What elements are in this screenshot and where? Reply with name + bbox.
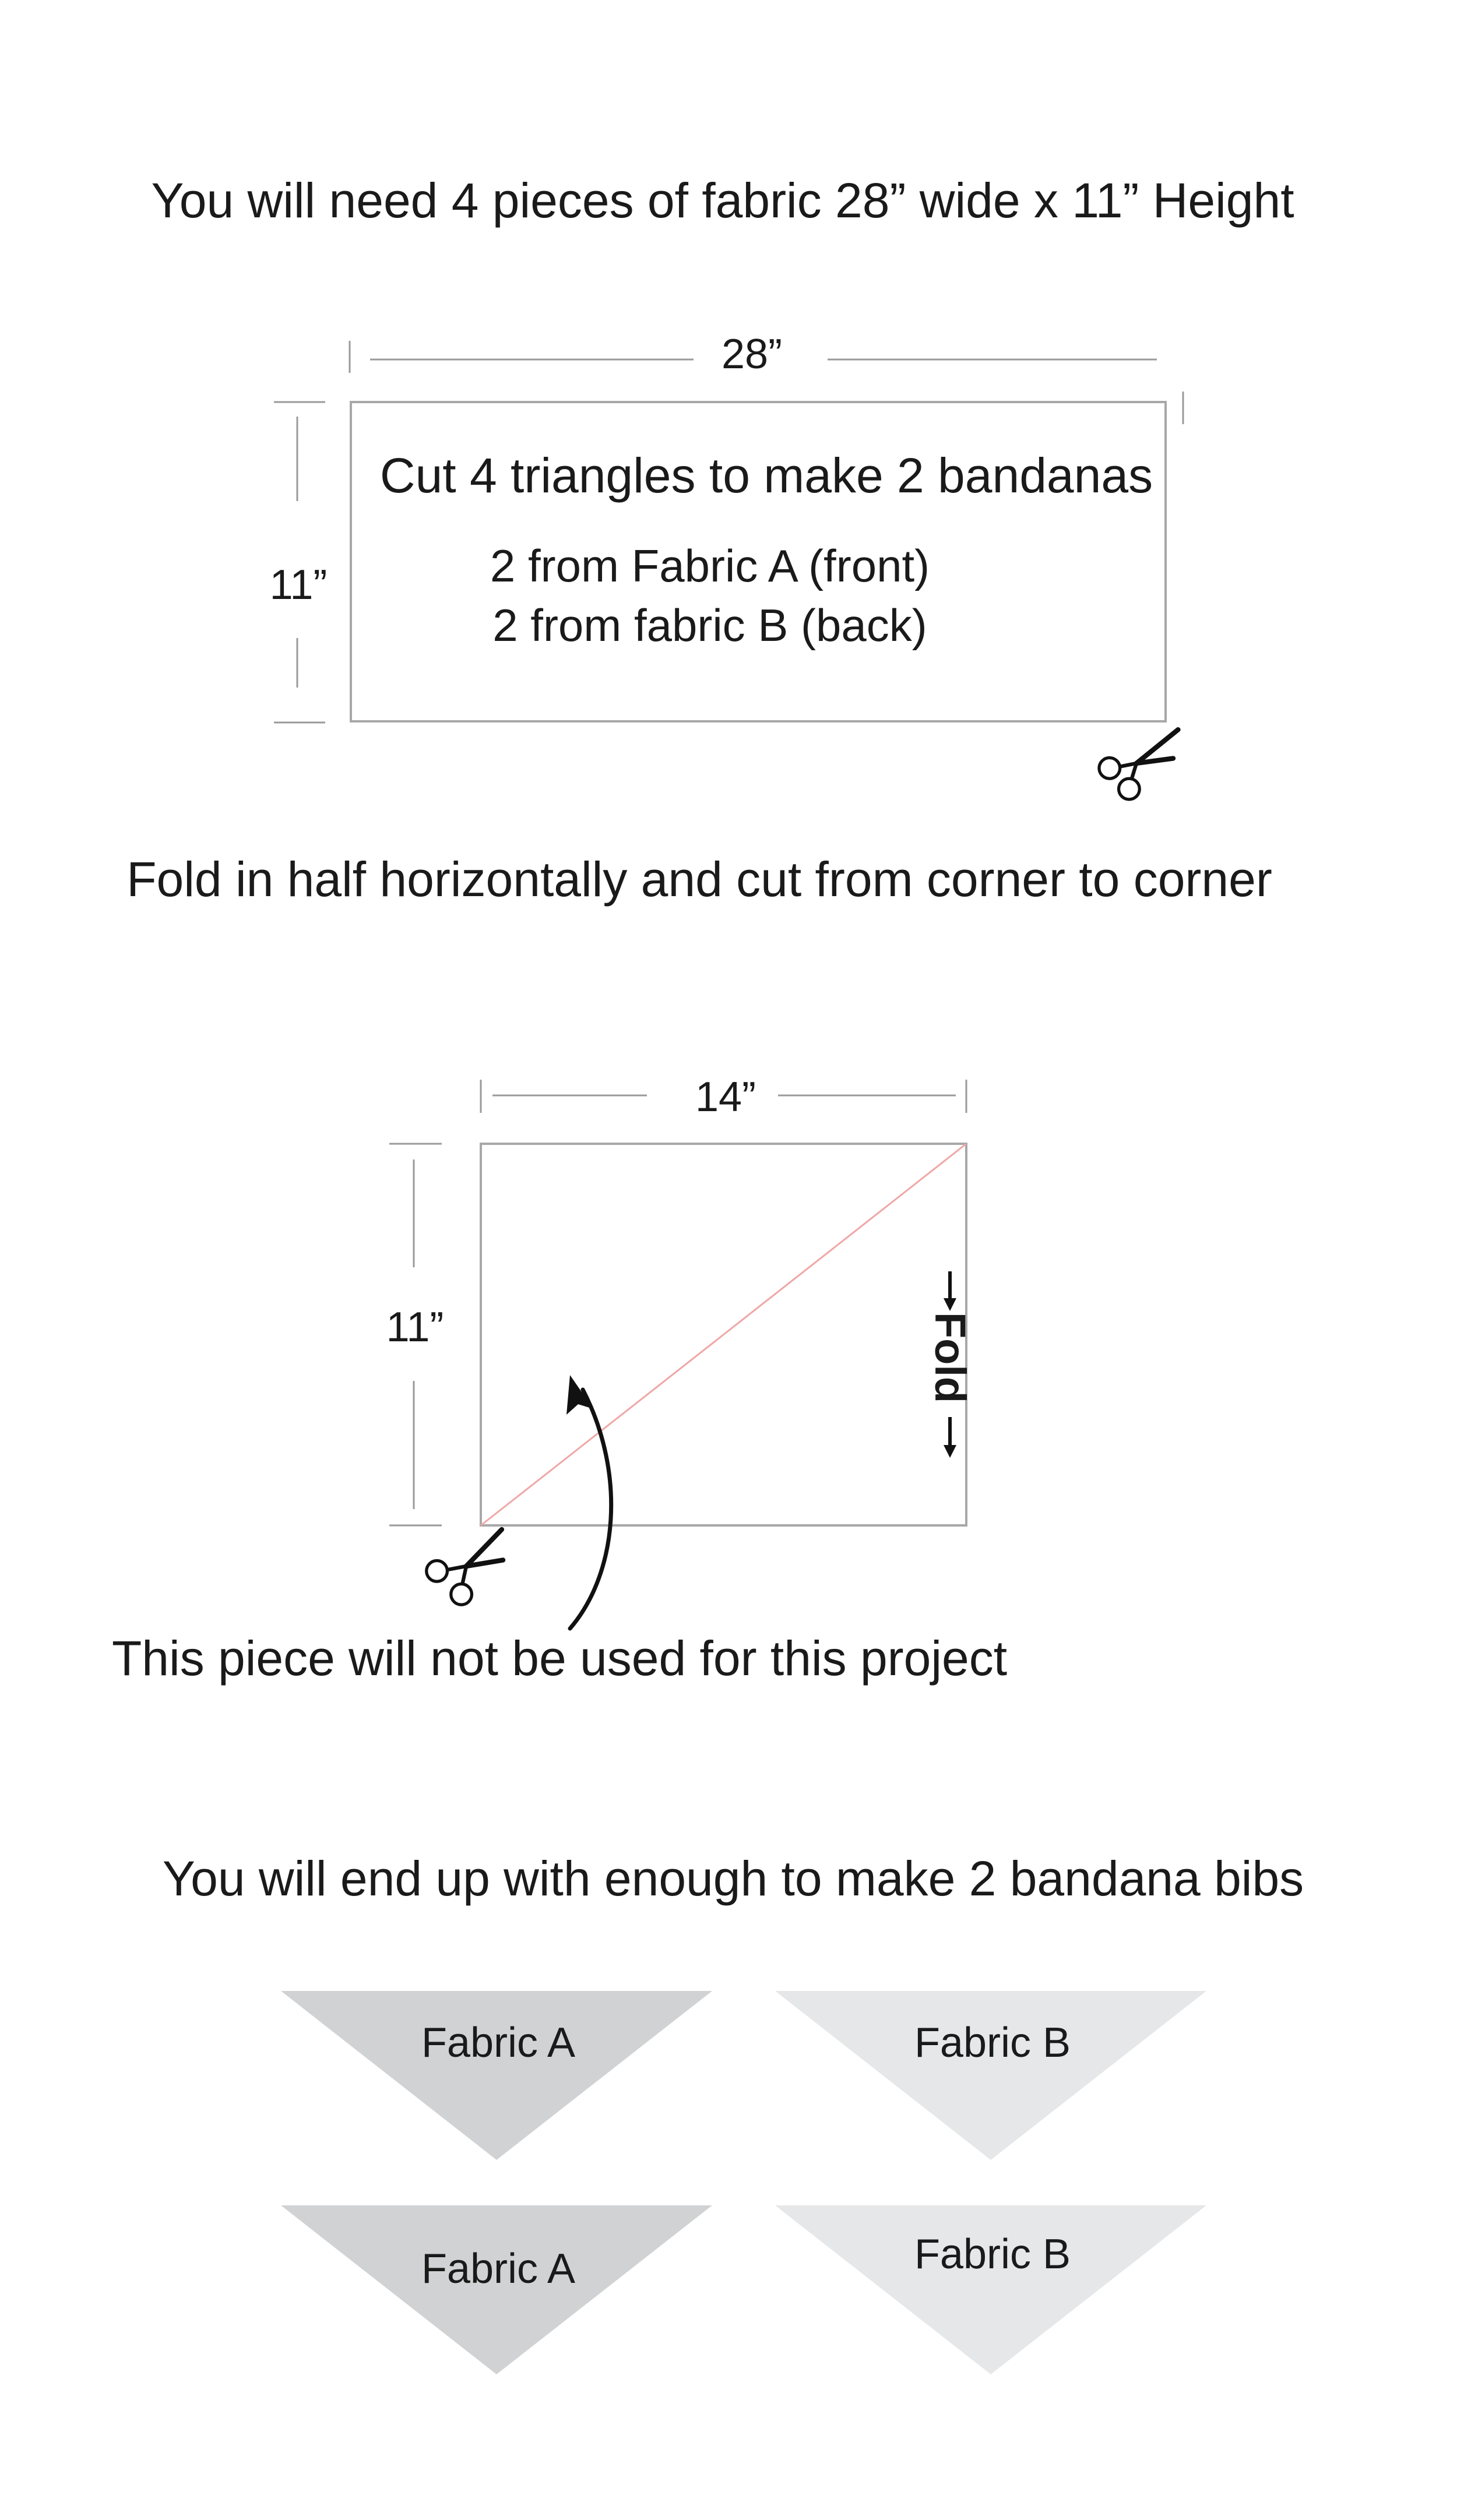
fold-arrow-icon (944, 1417, 956, 1458)
section1-heading: You will need 4 pieces of fabric 28” wide x 11” Height (151, 173, 1294, 228)
fabric-a-triangle (281, 1991, 712, 2160)
fabric-b-line: 2 from fabric B (back) (492, 600, 927, 651)
height-label-11: 11” (269, 562, 328, 608)
width-label-14: 14” (695, 1074, 756, 1120)
fold-arrow-icon (944, 1271, 956, 1311)
fabric-a-line: 2 from Fabric A (front) (490, 540, 930, 591)
section2-heading: Fold in half horizontally and cut from corner to corner (126, 852, 1272, 907)
curved-arrow-icon (566, 1375, 611, 1629)
unused-piece-note: This piece will not be used for this project (112, 1631, 1008, 1686)
scissors-icon (1099, 729, 1178, 799)
section3-heading: You will end up with enough to make 2 bandana bibs (162, 1851, 1304, 1906)
triangle-label: Fabric B (914, 2019, 1071, 2066)
width-label-28: 28” (721, 331, 783, 378)
triangle-label: Fabric A (421, 2246, 576, 2292)
cut-line (481, 1144, 966, 1525)
scissors-icon (427, 1529, 503, 1605)
triangle-label: Fabric B (914, 2231, 1071, 2278)
box-title: Cut 4 triangles to make 2 bandanas (379, 448, 1153, 503)
fold-label: Fold (926, 1312, 974, 1404)
height-label-11-folded: 11” (386, 1304, 444, 1351)
fabric-b-triangle (775, 1991, 1206, 2160)
triangle-label: Fabric A (421, 2019, 576, 2066)
